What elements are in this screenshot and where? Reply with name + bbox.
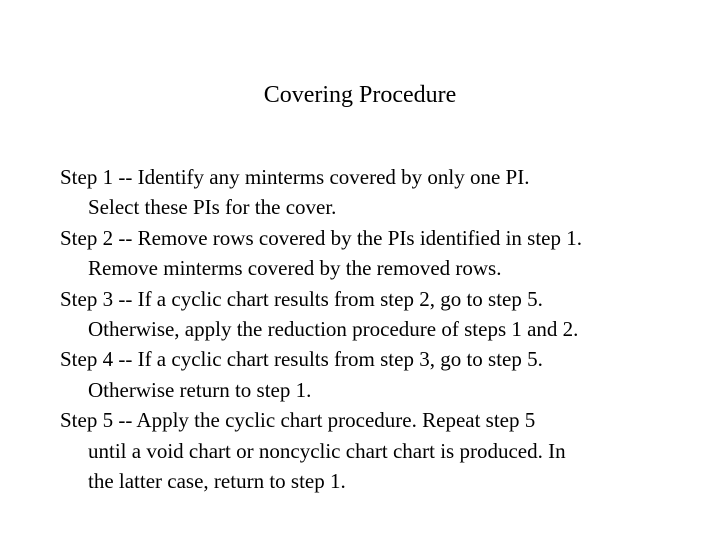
step-item-3 (60, 284, 700, 345)
step-2-line-2: Remove minterms covered by the removed rows. (88, 256, 502, 281)
step-list (60, 162, 700, 496)
step-item-5 (60, 405, 700, 496)
step-4-line-1: Step 4 -- If a cyclic chart results from step 3, go to step 5. (60, 347, 543, 372)
step-5-line-3: the latter case, return to step 1. (88, 469, 346, 494)
step-3-line-2: Otherwise, apply the reduction procedure of steps 1 and 2. (88, 317, 579, 342)
step-item-4 (60, 344, 700, 405)
step-2-line-1: Step 2 -- Remove rows covered by the PIs identified in step 1. (60, 225, 582, 250)
step-4-line-2: Otherwise return to step 1. (88, 377, 312, 402)
step-5-line-2: until a void chart or noncyclic chart chart is produced. In (88, 438, 566, 463)
step-1-line-1: Step 1 -- Identify any minterms covered by only one PI. (60, 165, 530, 189)
step-1-line-2: Select these PIs for the cover. (88, 195, 337, 220)
step-item-1 (60, 162, 700, 223)
step-item-2 (60, 223, 700, 284)
step-5-line-1: Step 5 -- Apply the cyclic chart procedure. Repeat step 5 (60, 408, 536, 433)
slide-title: Covering Procedure (263, 82, 457, 108)
step-3-line-1: Step 3 -- If a cyclic chart results from step 2, go to step 5. (60, 286, 543, 311)
